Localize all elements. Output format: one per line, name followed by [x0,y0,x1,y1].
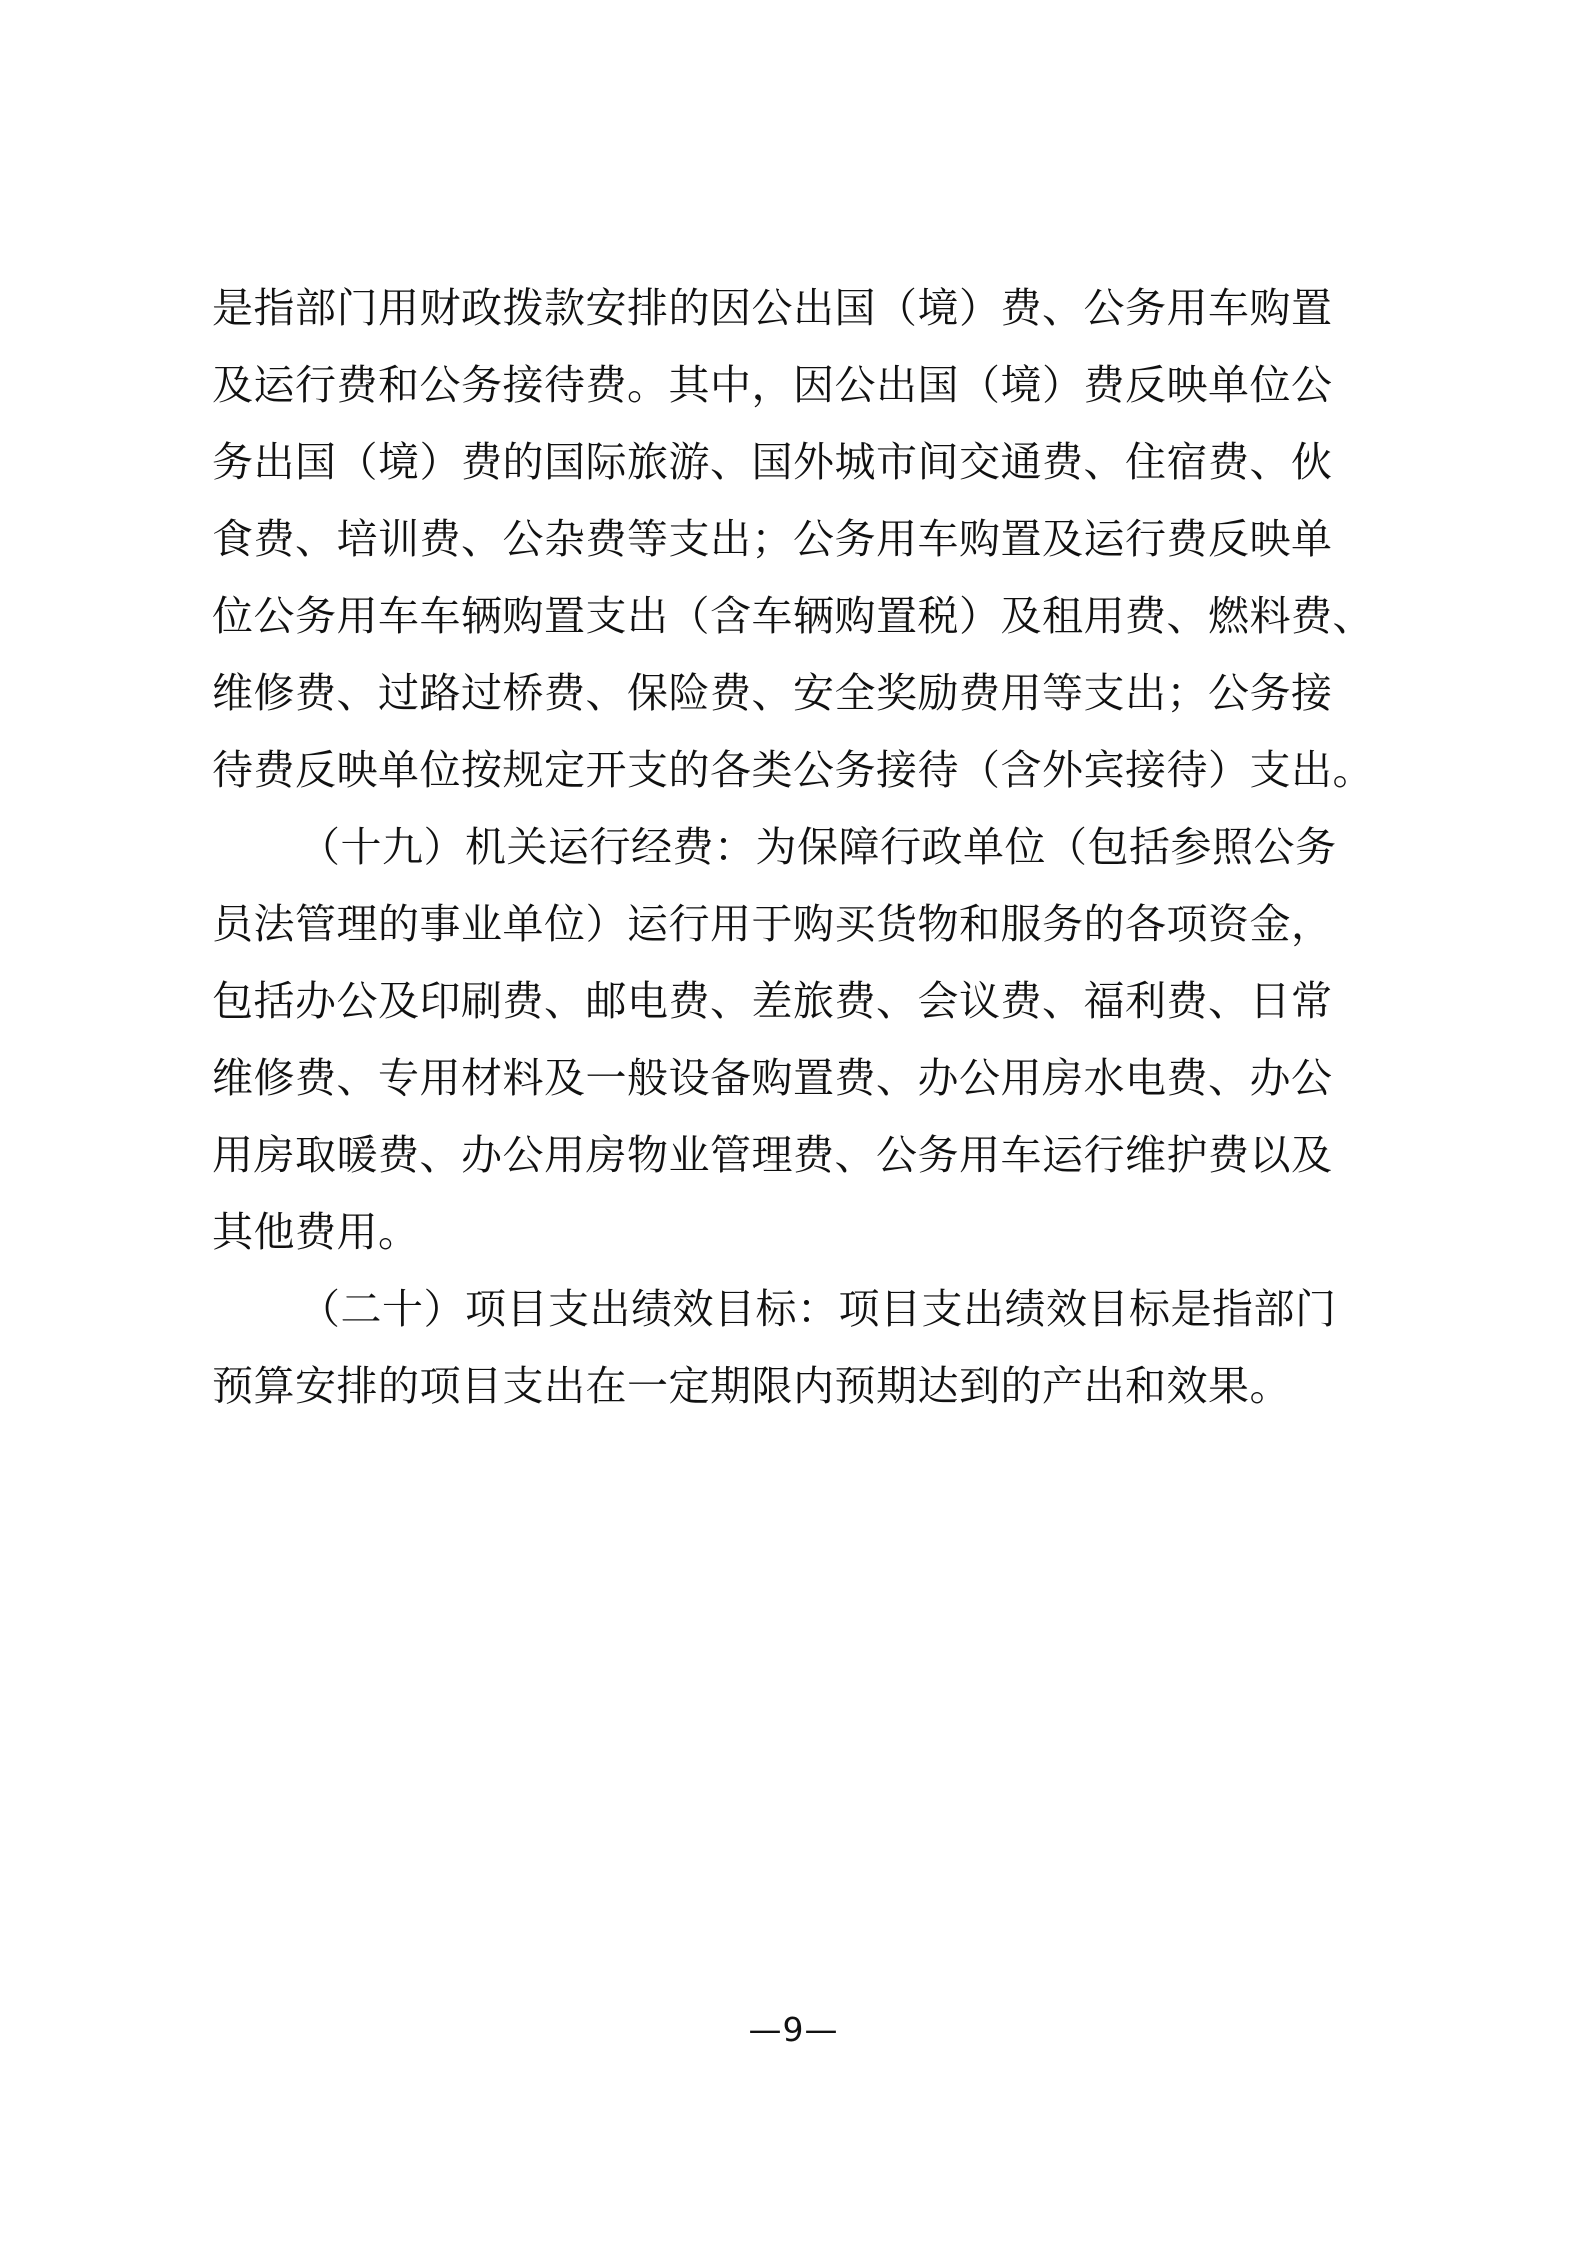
text-line: 维修费、过路过桥费、保险费、安全奖励费用等支出；公务接 [212,669,1333,717]
text-line: 其他费用。 [212,1208,420,1256]
text-line: 包括办公及印刷费、邮电费、差旅费、会议费、福利费、日常 [212,977,1333,1025]
page-number: —9— [748,2010,839,2049]
text-line: 员法管理的事业单位）运行用于购买货物和服务的各项资金， [212,900,1333,948]
text-line: 位公务用车车辆购置支出（含车辆购置税）及租用费、燃料费、 [212,592,1374,640]
text-line: 务出国（境）费的国际旅游、国外城市间交通费、住宿费、伙 [212,438,1333,486]
text-line: 预算安排的项目支出在一定期限内预期达到的产出和效果。 [212,1362,1291,1410]
text-line: 用房取暖费、办公用房物业管理费、公务用车运行维护费以及 [212,1131,1333,1179]
body-text [212,270,1377,1425]
text-line: （十九）机关运行经费：为保障行政单位（包括参照公务 [299,823,1337,871]
paragraph-20-project-performance-targets [212,1271,1377,1425]
text-line: （二十）项目支出绩效目标：项目支出绩效目标是指部门 [299,1285,1337,1333]
paragraph-19-agency-operating-expenses [212,809,1377,1271]
text-line: 及运行费和公务接待费。其中，因公出国（境）费反映单位公 [212,361,1333,409]
text-line: 维修费、专用材料及一般设备购置费、办公用房水电费、办公 [212,1054,1333,1102]
paragraph-continued [212,270,1377,809]
text-line: 食费、培训费、公杂费等支出；公务用车购置及运行费反映单 [212,515,1333,563]
text-line: 是指部门用财政拨款安排的因公出国（境）费、公务用车购置 [212,284,1333,332]
text-line: 待费反映单位按规定开支的各类公务接待（含外宾接待）支出。 [212,746,1374,794]
